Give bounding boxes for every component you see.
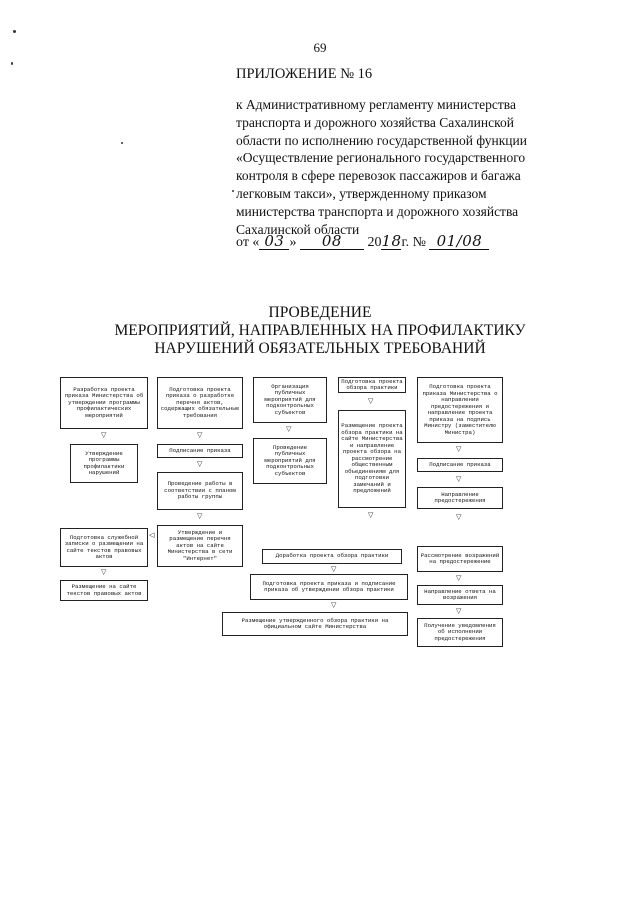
- flow-step: Подготовка проекта приказа и подписание приказа об утверждении обзора практики: [250, 574, 408, 600]
- flow-step: Размещение проекта обзора практики на сайте Министерства и направление проекта обзора на рассмотрение общественным объединениям для подготовки замечаний и предложений: [338, 410, 406, 508]
- flow-step: Размещение на сайте текстов правовых актов: [60, 580, 148, 601]
- flow-step: Направление предостережения: [417, 487, 503, 509]
- down-arrow-icon: ▽: [456, 607, 462, 615]
- date-prefix: от «: [236, 235, 260, 250]
- date-sep: »: [289, 235, 297, 250]
- flow-step: Рассмотрение возражений на предостережение: [417, 546, 503, 572]
- order-date-line: [236, 233, 489, 251]
- regulation-reference: [236, 96, 596, 238]
- document-title: [0, 304, 640, 358]
- down-arrow-icon: ▽: [197, 460, 203, 468]
- down-arrow-icon: ▽: [331, 601, 337, 609]
- flow-step: Направление ответа на возражения: [417, 585, 503, 605]
- down-arrow-icon: ▽: [101, 568, 107, 576]
- down-arrow-icon: ▽: [368, 511, 374, 519]
- title-line: ПРОВЕДЕНИЕ: [268, 304, 372, 321]
- reference-line: министерства транспорта и дорожного хозяйства: [236, 203, 519, 219]
- flow-step: Проведение работы в соответствии с планом работы группы: [157, 472, 243, 510]
- flow-step: Подготовка проекта обзора практики: [338, 377, 406, 393]
- flow-step: Подписание приказа: [417, 458, 503, 472]
- flow-step: Подготовка проекта приказа о разработке перечня актов, содержащих обязательные требования: [157, 377, 243, 429]
- reference-line: Сахалинской области: [236, 221, 360, 237]
- flow-step: Подготовка служебной записки о размещении на сайте текстов правовых актов: [60, 528, 148, 567]
- scan-speck: [13, 30, 16, 33]
- left-arrow-icon: ◁: [149, 531, 155, 539]
- reference-line: транспорта и дорожного хозяйства Сахалинской: [236, 114, 514, 130]
- flow-step: Доработка проекта обзора практики: [262, 549, 402, 564]
- down-arrow-icon: ▽: [331, 565, 337, 573]
- down-arrow-icon: ▽: [456, 445, 462, 453]
- down-arrow-icon: ▽: [456, 475, 462, 483]
- down-arrow-icon: ▽: [197, 512, 203, 520]
- scan-speck: [11, 62, 13, 65]
- scan-speck: [232, 190, 234, 192]
- date-year-suffix: 18: [381, 232, 402, 250]
- flow-step: Утверждение программы профилактики нарушений: [70, 444, 138, 483]
- page-number: 69: [313, 40, 327, 55]
- date-month: 08: [300, 233, 364, 250]
- flow-step: Размещение утвержденного обзора практики на официальном сайте Министерства: [222, 612, 408, 636]
- order-number: 01/08: [429, 233, 489, 250]
- date-year-word: г. №: [401, 235, 426, 250]
- title-line: МЕРОПРИЯТИЙ, НАПРАВЛЕННЫХ НА ПРОФИЛАКТИКУ: [114, 322, 526, 339]
- reference-line: области по исполнению государственной функции: [236, 132, 527, 148]
- down-arrow-icon: ▽: [101, 431, 107, 439]
- flow-step: Утверждение и размещение перечня актов на сайте Министерства в сети "Интернет": [157, 525, 243, 567]
- scan-speck: [121, 142, 123, 144]
- down-arrow-icon: ▽: [456, 513, 462, 521]
- flow-step: Получение уведомления об исполнении предостережения: [417, 618, 503, 647]
- down-arrow-icon: ▽: [456, 574, 462, 582]
- reference-line: контроля в сфере перевозок пассажиров и багажа: [236, 168, 521, 184]
- date-day: 03: [259, 233, 289, 250]
- down-arrow-icon: ▽: [197, 431, 203, 439]
- flow-step: Проведение публичных мероприятий для подконтрольных субъектов: [253, 438, 327, 484]
- reference-line: «Осуществление регионального государственного: [236, 150, 526, 166]
- date-year-prefix: 20: [367, 235, 382, 250]
- flow-step: Организация публичных мероприятий для подконтрольных субъектов: [253, 377, 327, 423]
- title-line: НАРУШЕНИЙ ОБЯЗАТЕЛЬНЫХ ТРЕБОВАНИЙ: [154, 340, 486, 357]
- reference-line: легковым такси», утвержденному приказом: [236, 185, 487, 201]
- down-arrow-icon: ▽: [368, 397, 374, 405]
- down-arrow-icon: ▽: [286, 425, 292, 433]
- appendix-title: ПРИЛОЖЕНИЕ № 16: [236, 66, 373, 82]
- flow-step: Подготовка проекта приказа Министерства о направлении предостережения и направление проекта приказа на подпись Министру (заместителю Министра): [417, 377, 503, 443]
- flow-step: Разработка проекта приказа Министерства об утверждении программы профилактических мероприятий: [60, 377, 148, 429]
- flow-step: Подписание приказа: [157, 444, 243, 458]
- reference-line: к Административному регламенту министерства: [236, 97, 516, 112]
